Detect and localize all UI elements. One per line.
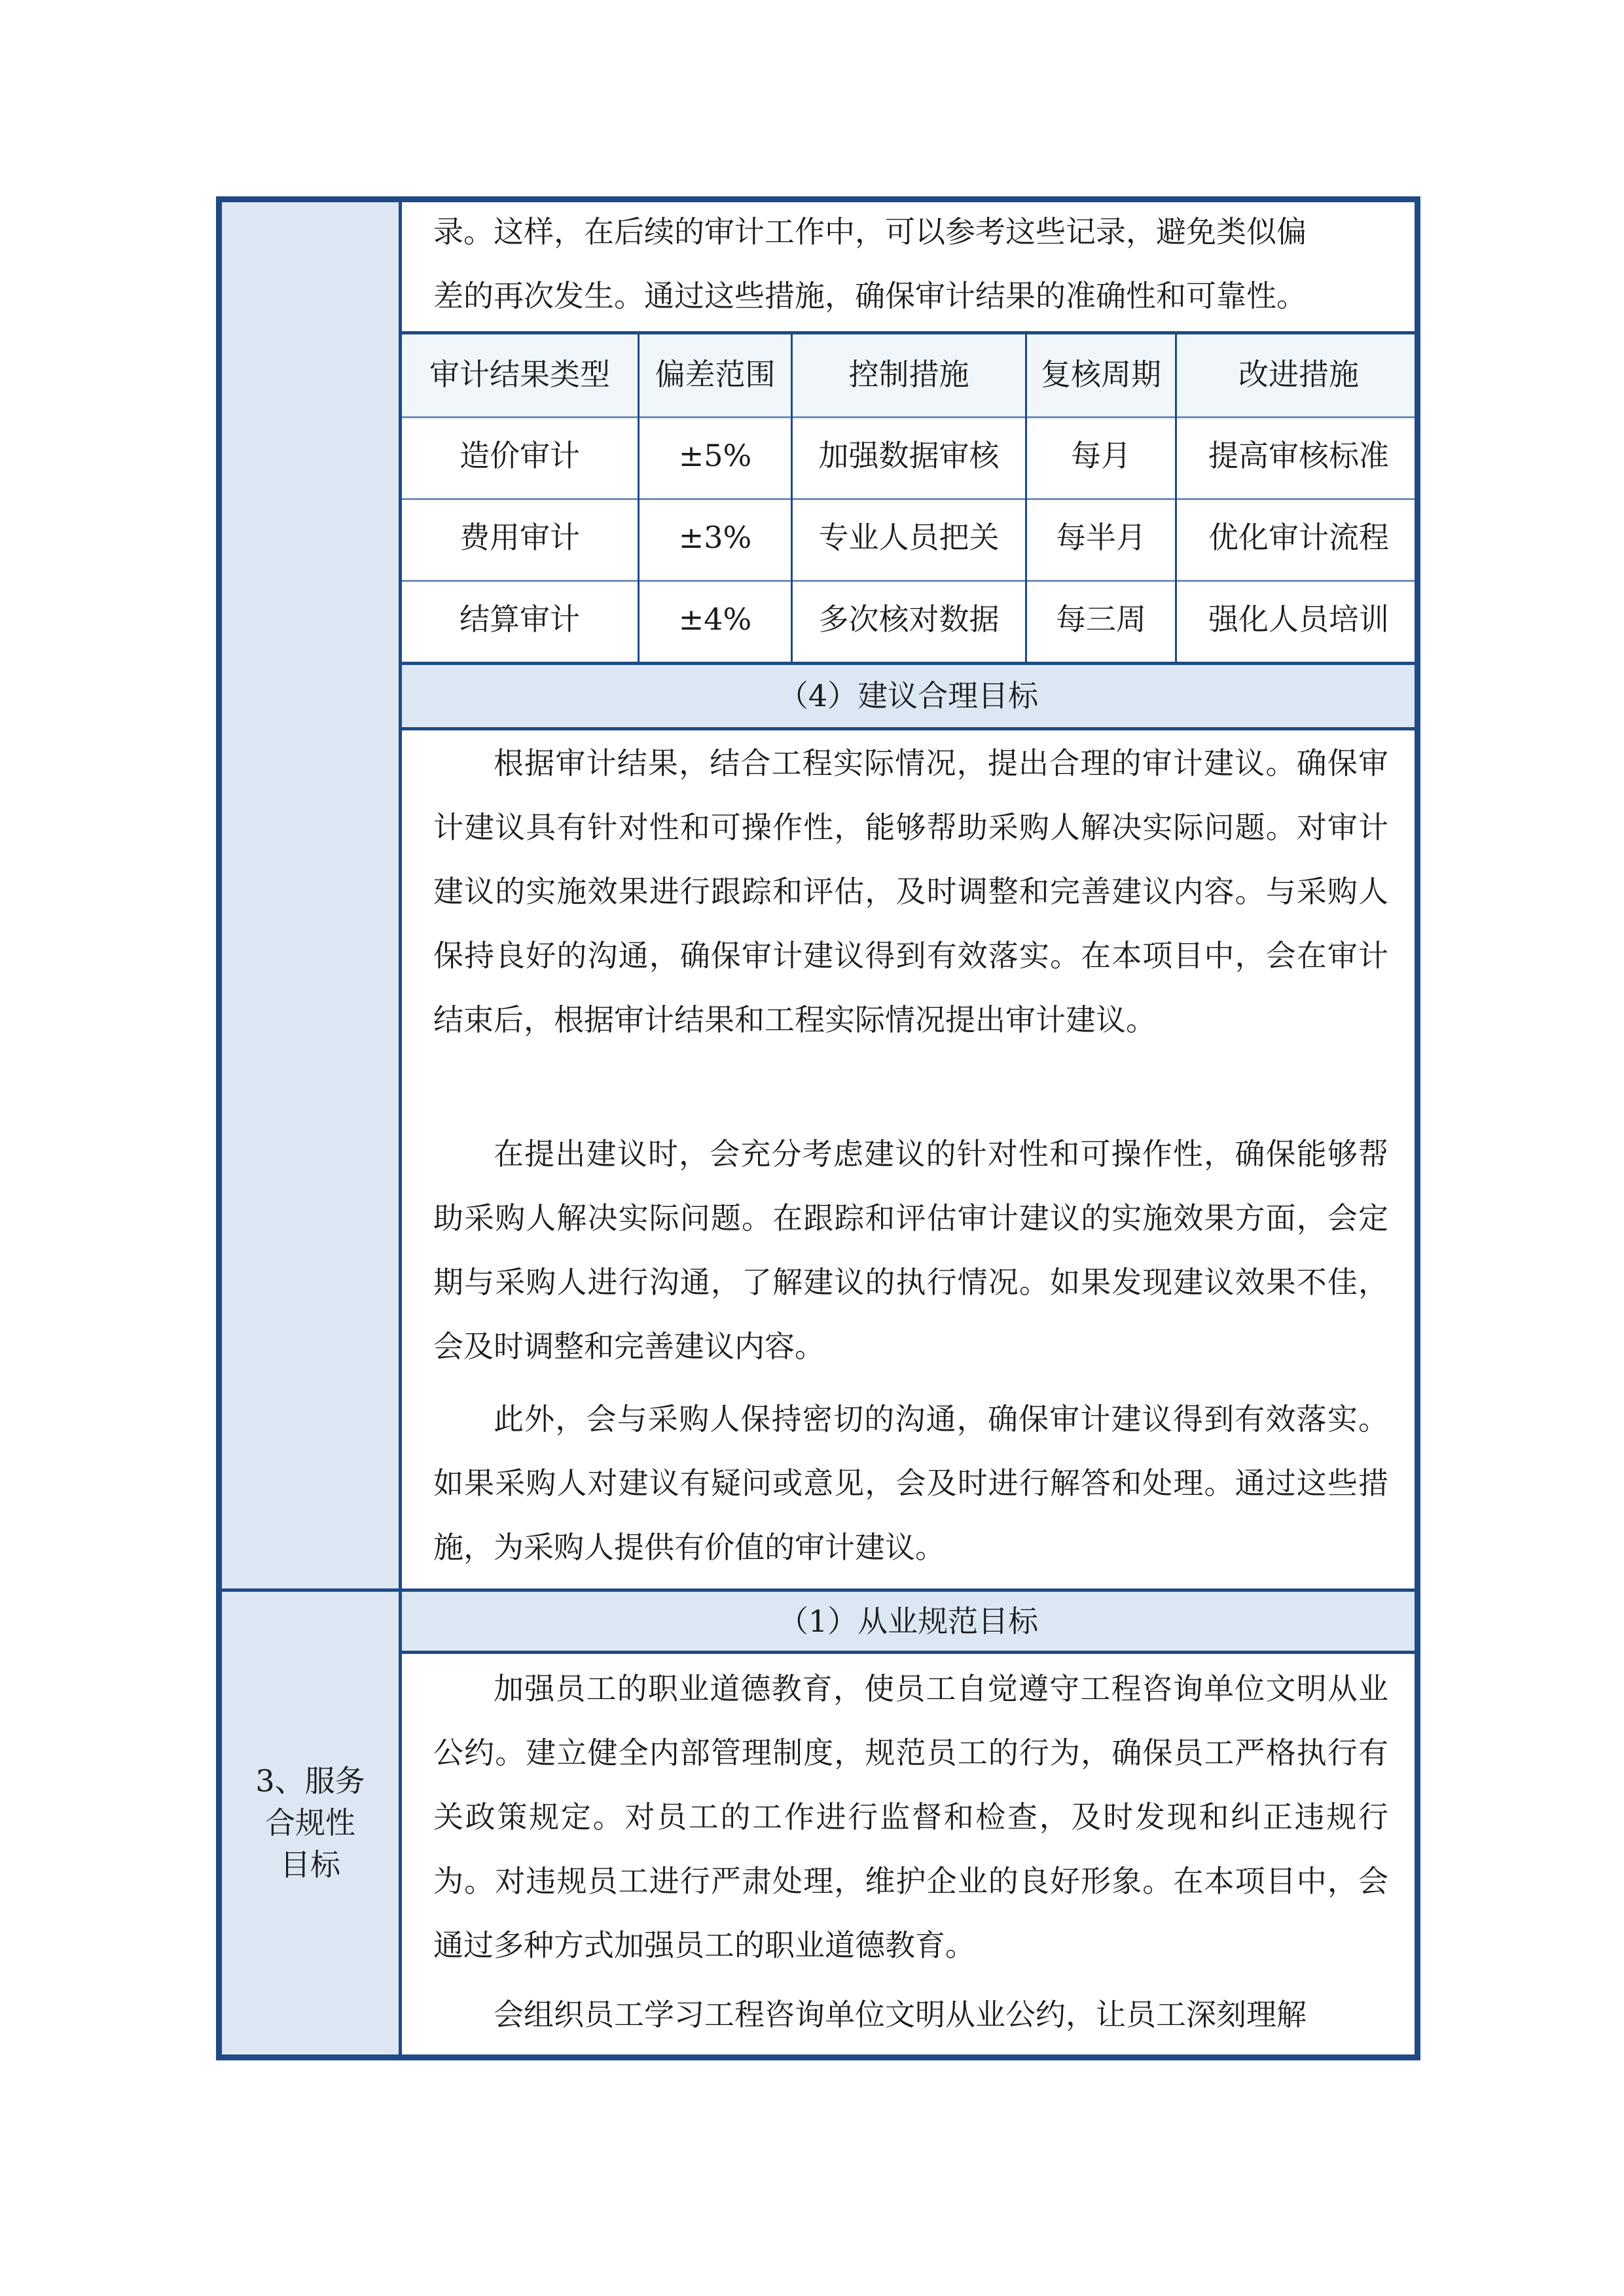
- table-header-cell: 控制措施: [848, 357, 969, 392]
- continued-paragraph: [433, 200, 1388, 328]
- table-cell: 造价审计: [460, 438, 580, 473]
- table-cell: ±5%: [678, 438, 752, 473]
- table-header-cell: 审计结果类型: [429, 357, 610, 392]
- table-row-rule: [402, 498, 1415, 500]
- table-header-cell: 偏差范围: [655, 357, 776, 392]
- table-cell: 结算审计: [460, 601, 580, 637]
- continued-line: 差的再次发生。通过这些措施，确保审计结果的准确性和可靠性。: [433, 278, 1307, 314]
- table-cell: 每半月: [1056, 520, 1146, 555]
- table-header-cell: 改进措施: [1238, 357, 1359, 392]
- body-paragraph: 此外，会与采购人保持密切的沟通，确保审计建议得到有效落实。如果采购人对建议有疑问或意见，会及时进行解答和处理。通过这些措施，为采购人提供有价值的审计建议。: [433, 1401, 1388, 1565]
- table-cell: ±3%: [678, 520, 752, 555]
- document-table-frame: [216, 196, 1420, 2060]
- section-heading: （4）建议合理目标: [402, 665, 1415, 727]
- section-heading-rule: [402, 1651, 1415, 1654]
- body-paragraph: 加强员工的职业道德教育，使员工自觉遵守工程咨询单位文明从业公约。建立健全内部管理制度，规范员工的行为，确保员工严格执行有关政策规定。对员工的工作进行监督和检查，及时发现和纠正违规行为。对违规员工进行严肃处理，维护企业的良好形象。在本项目中，会通过多种方式加强员工的职业道德教育。: [433, 1671, 1388, 1963]
- table-header-cell: 复核周期: [1041, 357, 1161, 392]
- table-cell: 提高审核标准: [1208, 438, 1389, 473]
- body-paragraph: 在提出建议时，会充分考虑建议的针对性和可操作性，确保能够帮助采购人解决实际问题。在跟踪和评估审计建议的实施效果方面，会定期与采购人进行沟通，了解建议的执行情况。如果发现建议效果不佳，会及时调整和完善建议内容。: [433, 1136, 1388, 1364]
- table-cell: 优化审计流程: [1208, 520, 1389, 555]
- section-heading: （1）从业规范目标: [402, 1592, 1415, 1651]
- category-label: [222, 1760, 399, 1886]
- table-cell: ±4%: [678, 601, 752, 637]
- table-cell: 专业人员把关: [818, 520, 1000, 555]
- category-label-line: 目标: [280, 1847, 340, 1882]
- table-cell: 每月: [1071, 438, 1131, 473]
- section-heading-rule: [402, 727, 1415, 730]
- category-label-line: 合规性: [265, 1805, 355, 1840]
- table-row-rule: [402, 416, 1415, 418]
- body-paragraph: 根据审计结果，结合工程实际情况，提出合理的审计建议。确保审计建议具有针对性和可操作性，能够帮助采购人解决实际问题。对审计建议的实施效果进行跟踪和评估，及时调整和完善建议内容。与采购人保持良好的沟通，确保审计建议得到有效落实。在本项目中，会在审计结束后，根据审计结果和工程实际情况提出审计建议。: [433, 745, 1388, 1037]
- category-divider: [222, 1588, 402, 1592]
- table-row-rule: [402, 580, 1415, 582]
- table-cell: 费用审计: [460, 520, 580, 555]
- table-cell: 多次核对数据: [818, 601, 1000, 637]
- content-column: [402, 202, 1415, 2054]
- continued-line: 录。这样，在后续的审计工作中，可以参考这些记录，避免类似偏: [433, 214, 1307, 249]
- table-cell: 加强数据审核: [818, 438, 1000, 473]
- table-cell: 强化人员培训: [1208, 601, 1389, 637]
- category-label-line: 3、服务: [255, 1763, 365, 1799]
- table-cell: 每三周: [1056, 601, 1146, 637]
- body-paragraph: 会组织员工学习工程咨询单位文明从业公约，让员工深刻理解: [494, 1997, 1307, 2032]
